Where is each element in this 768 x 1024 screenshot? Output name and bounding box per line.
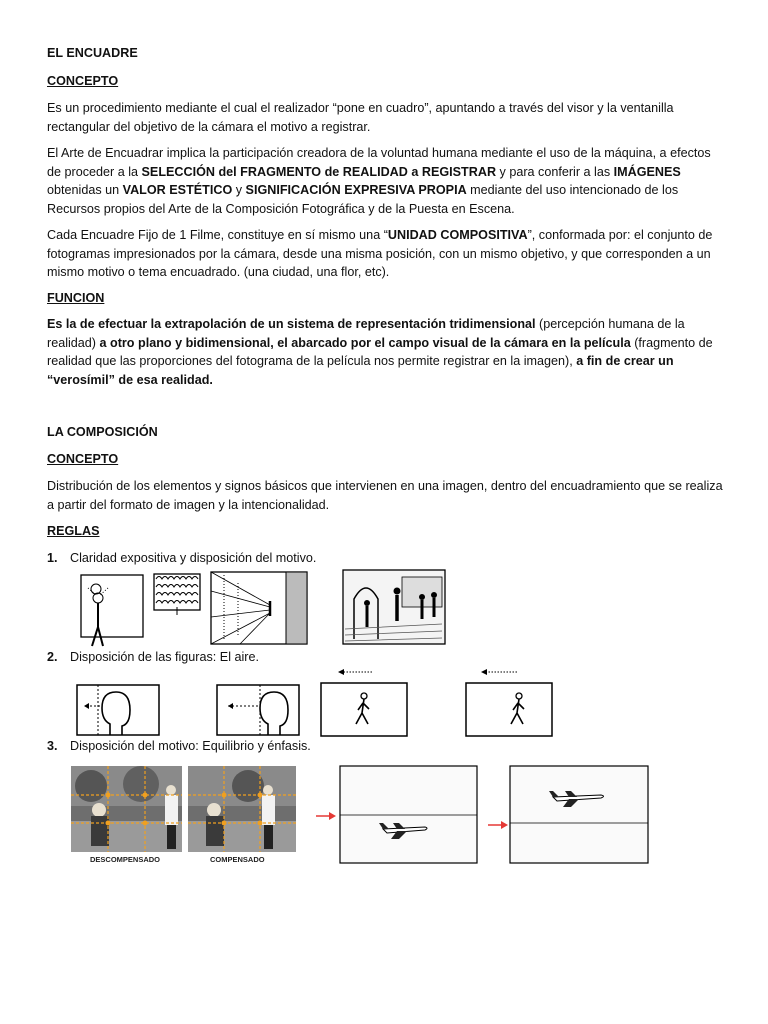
rule2-walker-centered [320, 668, 408, 738]
red-arrow-icon [316, 811, 336, 821]
function-heading: FUNCION [47, 291, 105, 305]
red-arrow-icon [488, 820, 508, 830]
paragraph-arte-encuadrar: El Arte de Encuadrar implica la participación creadora de la voluntad humana mediante el uso de la máquina, a efectos de proceder a la SELECCIÓN del FRAGMENTO de REALIDAD a REGISTRAR y para conferir a las IMÁGENES obtenidas un VALOR ESTÉTICO y SIGNIFICACIÓN EXPRESIVA PROPIA mediante del uso intencionado de los Recursos propios del Arte de la Composición Fotográfica y de la Puesta en Escena. [47, 146, 711, 216]
rule1-figure-perspective [210, 571, 308, 645]
caption-descompensado: DESCOMPENSADO [90, 855, 161, 864]
rule-item: 2. Disposición de las figuras: El aire. [47, 650, 259, 664]
concept-heading-2: CONCEPTO [47, 452, 119, 466]
section-title-composicion: LA COMPOSICIÓN [47, 425, 158, 439]
rule3-photo-compensado [188, 766, 296, 852]
paragraph-composicion-def: Distribución de los elementos y signos básicos que intervienen en una imagen, dentro del encuadramiento que se realiza a partir del formato de imagen y la intencionalidad. [47, 479, 723, 512]
rule1-figure-street-scene [342, 569, 446, 645]
rule1-figure-person-frame [80, 572, 146, 650]
rule1-figure-crowd [153, 573, 201, 615]
paragraph-funcion: Es la de efectuar la extrapolación de un sistema de representación tridimensional (percepción humana de la realidad) a otro plano y bidimensional, el abarcado por el campo visual de la cámara en la película (fragmento de realidad que las proporciones del fotograma de la película nos permite registrar en la imagen), a fin de crear un “verosímil” de esa realidad. [47, 317, 713, 387]
rule-item: 1. Claridad expositiva y disposición del motivo. [47, 551, 317, 565]
section-title-encuadre: EL ENCUADRE [47, 46, 138, 60]
rule-item: 3. Disposición del motivo: Equilibrio y énfasis. [47, 739, 311, 753]
rule3-plane-centered [339, 765, 478, 864]
paragraph-definition: Es un procedimiento mediante el cual el realizador “pone en cuadro”, apuntando a través del visor y la ventanilla rectangular del objetivo de la cámara el motivo a registrar. [47, 101, 674, 134]
rule3-plane-emphasis [509, 765, 649, 864]
caption-compensado: COMPENSADO [210, 855, 265, 864]
rule2-head-left-centered [76, 684, 160, 736]
rule2-head-right-with-air [216, 684, 300, 736]
rules-heading: REGLAS [47, 524, 100, 538]
paragraph-unidad-compositiva: Cada Encuadre Fijo de 1 Filme, constituye en sí mismo una “UNIDAD COMPOSITIVA”, conformada por: el conjunto de fotogramas impresionados por la cámara, desde una misma posición, con un mismo objetivo, y que corresponden a un mismo motivo o tema encuadrado. (una ciudad, una flor, etc). [47, 228, 713, 279]
rule2-walker-right [465, 668, 553, 738]
concept-heading: CONCEPTO [47, 74, 119, 88]
rule3-photo-descompensado [71, 766, 182, 852]
